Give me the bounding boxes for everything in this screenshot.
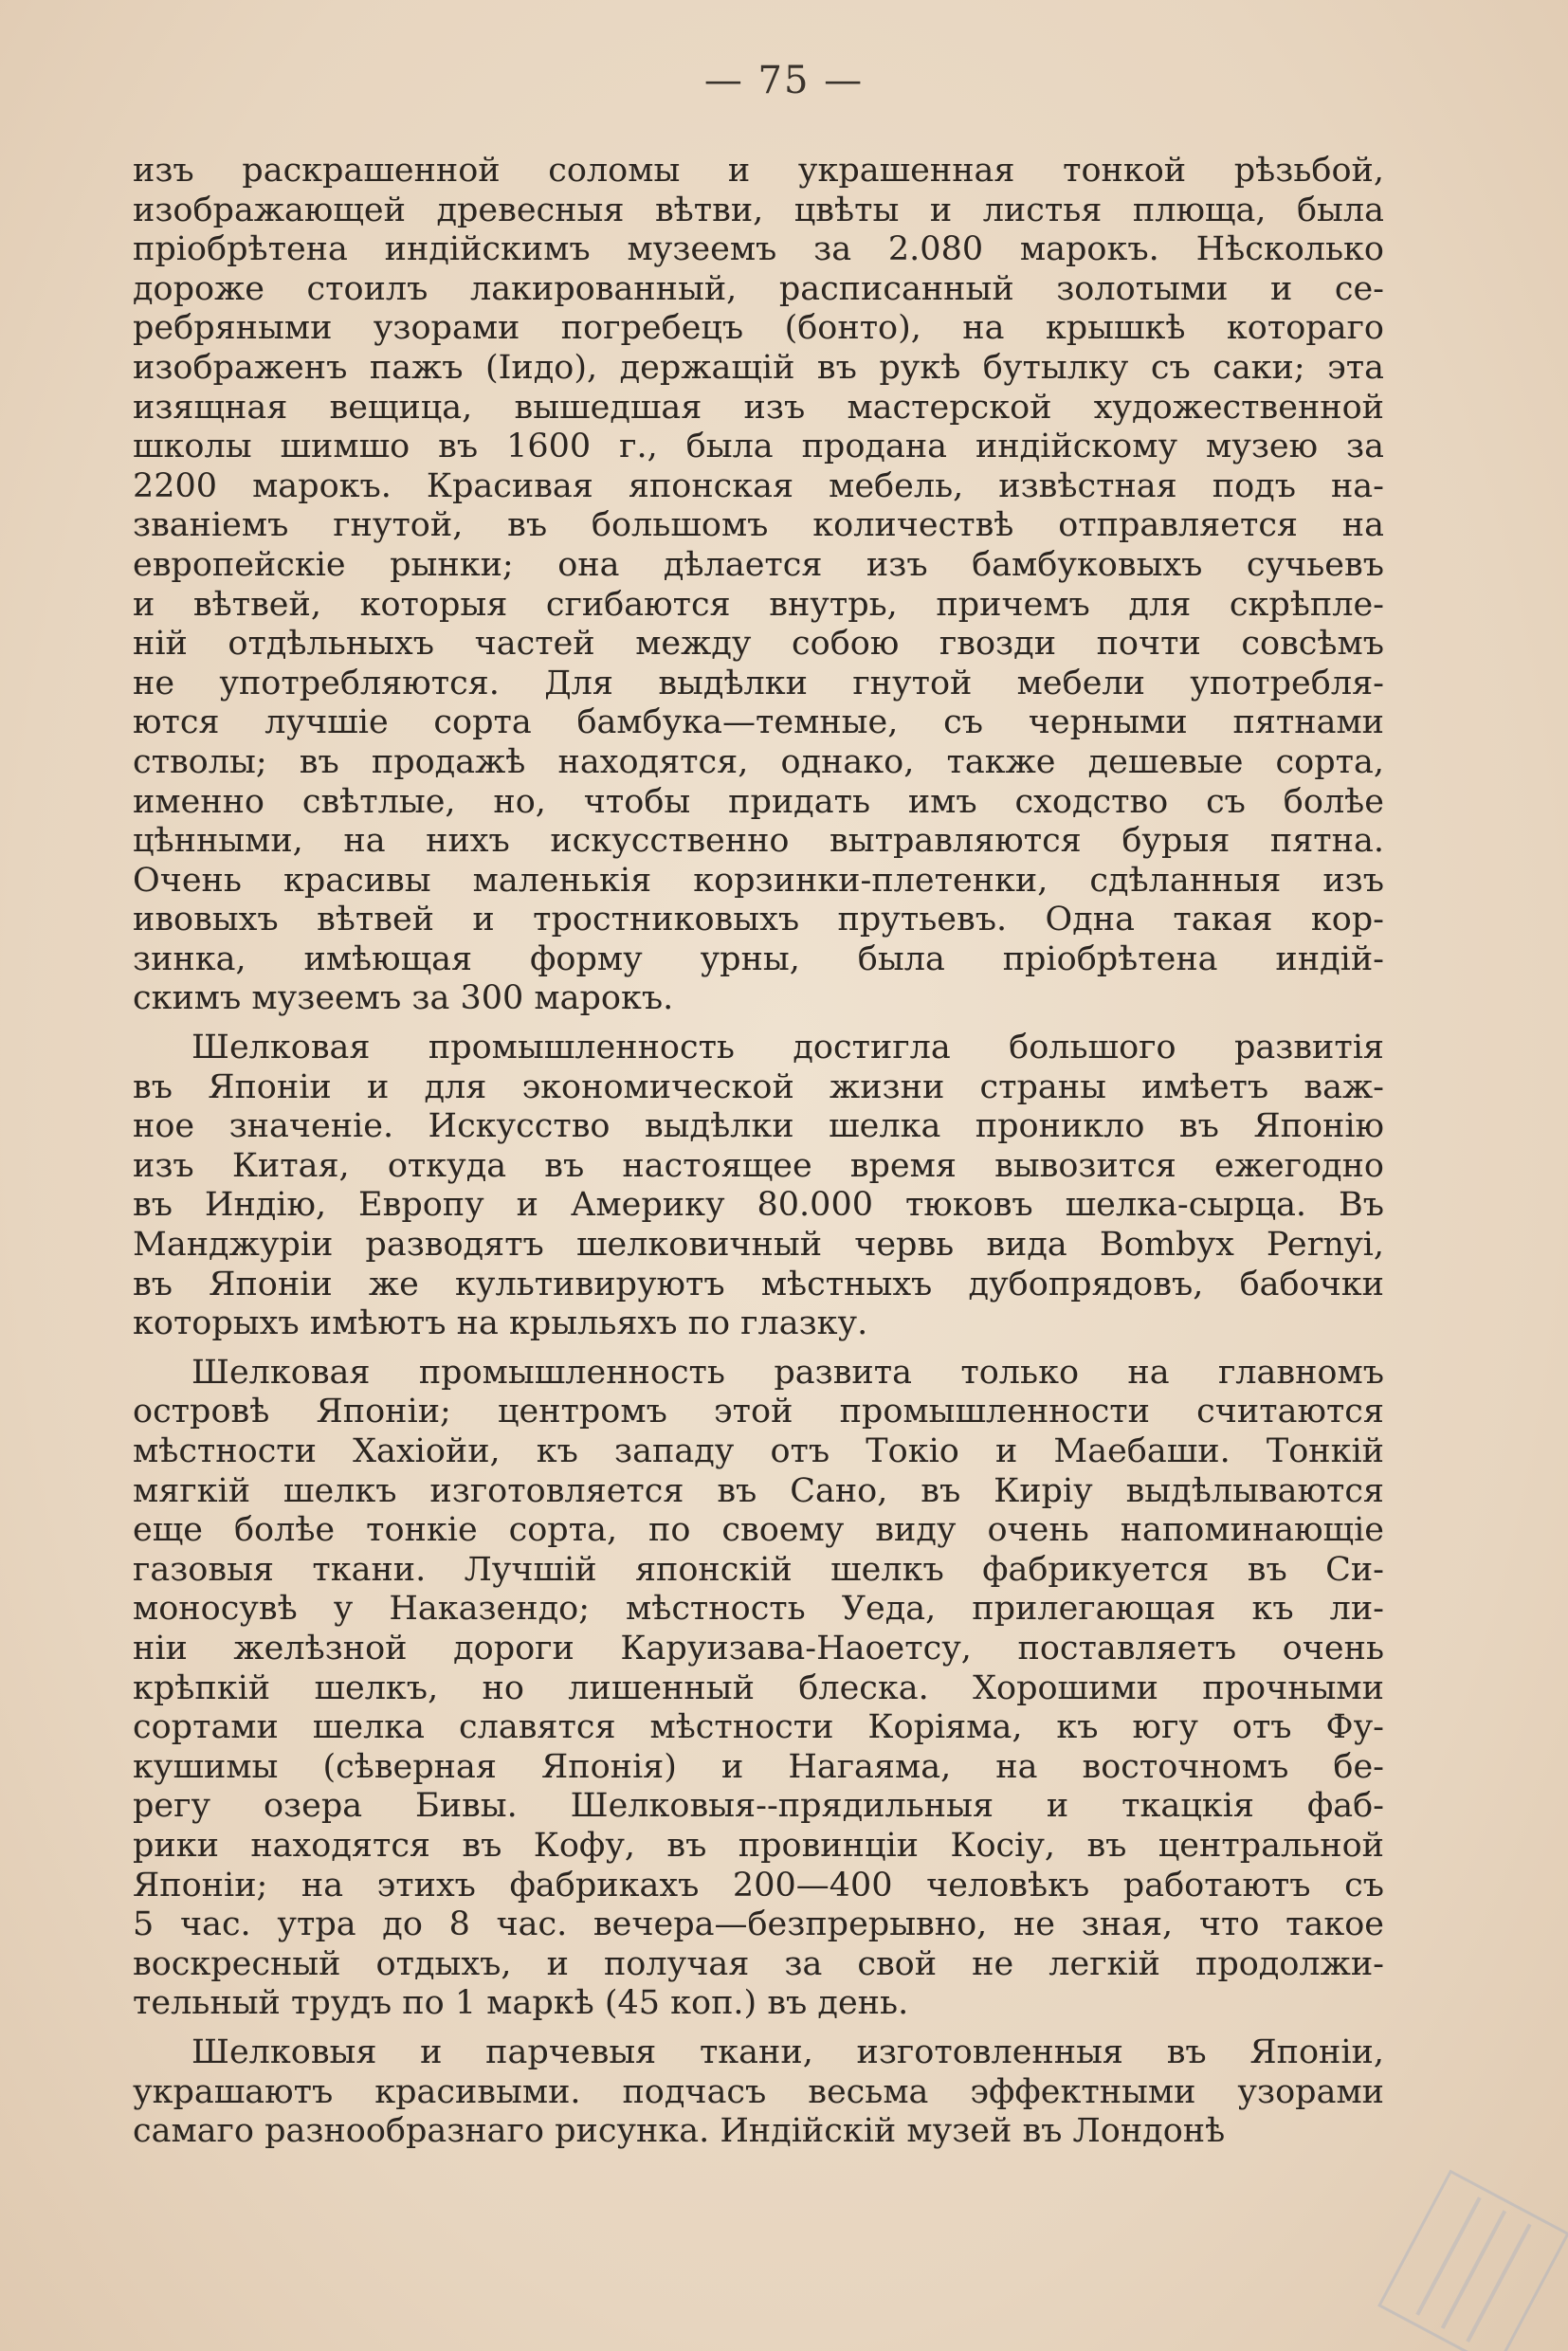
- text-line: зинка, имѣющая форму урны, была пріобрѣтена индій-: [133, 939, 1384, 978]
- text-line: 5 час. утра до 8 час. вечера—безпрерывно, не зная, что такое: [133, 1905, 1384, 1944]
- text-line: въ Индію, Европу и Америку 80.000 тюковъ шелка-сырца. Въ: [133, 1186, 1384, 1225]
- text-line: сортами шелка славятся мѣстности Коріяма, къ югу отъ Фу-: [133, 1708, 1384, 1747]
- text-line: дороже стоилъ лакированный, расписанный золотыми и се-: [133, 269, 1384, 308]
- text-line: ются лучшіе сорта бамбука—темные, съ черными пятнами: [133, 703, 1384, 742]
- text-line: скимъ музеемъ за 300 марокъ.: [133, 979, 674, 1018]
- text-line: украшаютъ красивыми. подчасъ весьма эффектными узорами: [133, 2072, 1384, 2111]
- text-line: Шелковая промышленность достигла большого развитія: [191, 1029, 1384, 1067]
- text-line: не употребляются. Для выдѣлки гнутой мебели употребля-: [133, 664, 1384, 702]
- text-line: въ Японіи и для экономической жизни страны имѣетъ важ-: [133, 1067, 1384, 1106]
- text-line: изящная вещица, вышедшая изъ мастерской художественной: [133, 388, 1384, 427]
- text-line: газовыя ткани. Лучшій японскій шелкъ фабрикуется въ Си-: [133, 1550, 1384, 1589]
- text-line: школы шимшо въ 1600 г., была продана индійскому музею за: [133, 428, 1384, 466]
- text-line: тельный трудъ по 1 маркѣ (45 коп.) въ день.: [133, 1984, 909, 2023]
- text-line: регу озера Бивы. Шелковыя--прядильныя и ткацкія фаб-: [133, 1787, 1384, 1826]
- text-line: и вѣтвей, которыя сгибаются внутрь, причемъ для скрѣпле-: [133, 585, 1384, 624]
- text-line: ніи желѣзной дороги Каруизава-Наоетсу, поставляетъ очень: [133, 1629, 1384, 1668]
- text-line: изъ Китая, откуда въ настоящее время вывозится ежегодно: [133, 1146, 1384, 1185]
- text-line: мѣстности Хахіойи, къ западу отъ Токіо и Маебаши. Тонкій: [133, 1432, 1384, 1470]
- text-line: цѣнными, на нихъ искусственно вытравляются бурыя пятна.: [133, 822, 1384, 861]
- text-line: европейскіе рынки; она дѣлается изъ бамбуковыхъ сучьевъ: [133, 545, 1384, 584]
- text-line: моносувѣ у Наказендо; мѣстность Уеда, прилегающая къ ли-: [133, 1590, 1384, 1629]
- text-line: еще болѣе тонкіе сорта, по своему виду очень напоминающіе: [133, 1511, 1384, 1550]
- text-line: ное значеніе. Искусство выдѣлки шелка проникло въ Японію: [133, 1107, 1384, 1146]
- text-line: Японіи; на этихъ фабрикахъ 200—400 человѣкъ работаютъ съ: [133, 1866, 1384, 1904]
- text-line: 2200 марокъ. Красивая японская мебель, извѣстная подъ на-: [133, 466, 1384, 505]
- paragraph-gap: [133, 2024, 1384, 2033]
- text-line: Очень красивы маленькія корзинки-плетенки, сдѣланныя изъ: [133, 861, 1384, 900]
- text-line: ній отдѣльныхъ частей между собою гвозди почти совсѣмъ: [133, 625, 1384, 664]
- text-line: рики находятся въ Кофу, въ провинціи Косіу, въ центральной: [133, 1826, 1384, 1865]
- text-line: ребряными узорами погребецъ (бонто), на крышкѣ котораго: [133, 309, 1384, 348]
- text-line: изъ раскрашенной соломы и украшенная тонкой рѣзьбой,: [133, 152, 1384, 190]
- text-line: островѣ Японіи; центромъ этой промышленности считаются: [133, 1393, 1384, 1431]
- text-line: Шелковая промышленность развита только на главномъ: [191, 1353, 1384, 1392]
- text-line: которыхъ имѣютъ на крыльяхъ по глазку.: [133, 1304, 868, 1343]
- page-text: [133, 152, 1384, 2152]
- text-line: стволы; въ продажѣ находятся, однако, также дешевые сорта,: [133, 742, 1384, 781]
- text-line: въ Японіи же культивируютъ мѣстныхъ дубопрядовъ, бабочки: [133, 1265, 1384, 1303]
- paragraph-gap: [133, 1344, 1384, 1354]
- stamp-icon: [1367, 2159, 1568, 2351]
- text-line: изображенъ пажъ (Іидо), держащій въ рукѣ бутылку съ саки; эта: [133, 348, 1384, 387]
- text-line: мягкій шелкъ изготовляется въ Сано, въ Киріу выдѣлываются: [133, 1471, 1384, 1510]
- text-line: званіемъ гнутой, въ большомъ количествѣ отправляется на: [133, 506, 1384, 545]
- text-line: кушимы (сѣверная Японія) и Нагаяма, на восточномъ бе-: [133, 1747, 1384, 1786]
- text-line: именно свѣтлые, но, чтобы придать имъ сходство съ болѣе: [133, 782, 1384, 821]
- text-line: ивовыхъ вѣтвей и тростниковыхъ прутьевъ. Одна такая кор-: [133, 901, 1384, 939]
- text-line: воскресный отдыхъ, и получая за свой не легкій продолжи-: [133, 1944, 1384, 1983]
- library-stamp: [1367, 2141, 1568, 2351]
- text-line: пріобрѣтена индійскимъ музеемъ за 2.080 марокъ. Нѣсколько: [133, 230, 1384, 269]
- text-line: изображающей древесныя вѣтви, цвѣты и листья плюща, была: [133, 191, 1384, 229]
- text-line: самаго разнообразнаго рисунка. Индійскій музей въ Лондонѣ: [133, 2112, 1226, 2151]
- text-line: Манджуріи разводятъ шелковичный червь вида Bombyx Pernyi,: [133, 1226, 1384, 1265]
- text-line: крѣпкій шелкъ, но лишенный блеска. Хорошими прочными: [133, 1668, 1384, 1707]
- paragraph-gap: [133, 1019, 1384, 1029]
- page-number: — 75 —: [703, 59, 865, 102]
- text-line: Шелковыя и парчевыя ткани, изготовленныя въ Японіи,: [191, 2032, 1384, 2071]
